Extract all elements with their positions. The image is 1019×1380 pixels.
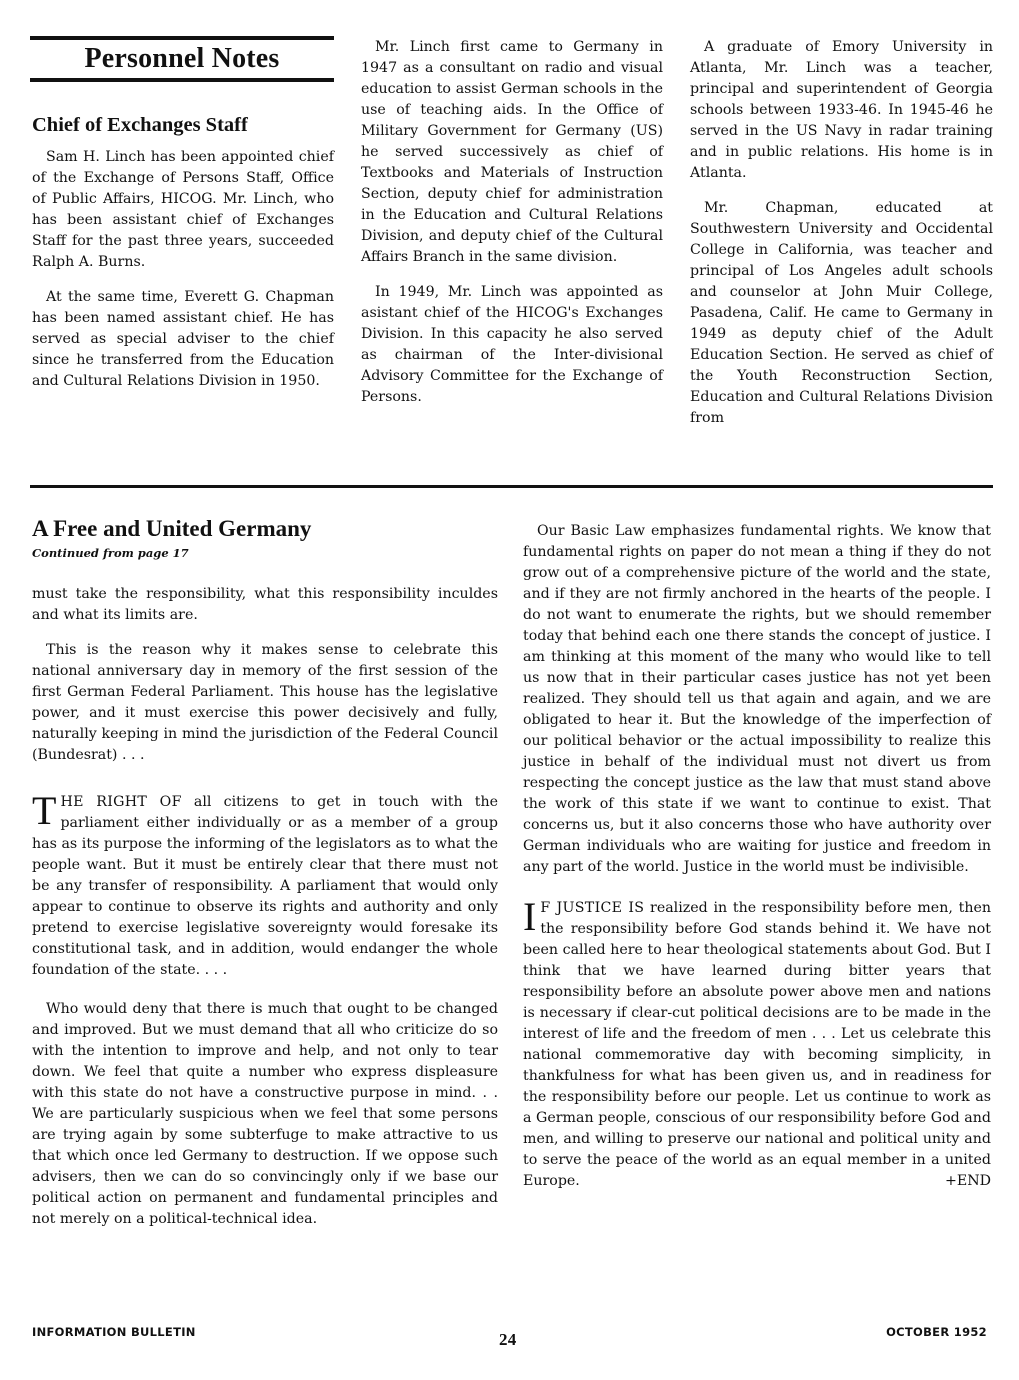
article-paragraph: Our Basic Law emphasizes fundamental rights. We know that fundamental rights on paper do not mean a thing if they do not grow out of a comprehensive picture of the world and the state, and if they are not firmly anchored in the hearts of the people. I do not want to enumerate the rights, but we should remember today that behind each one there stands the concept of justice. I am thinking at this moment of the many who would like to tell us now that in their particular cases justice has not yet been realized. They should tell us that again and again, and we are obligated to hear it. But the knowledge of the imperfection of our political behavior or the actual impossibility to realize this justice in behalf of the individual must not divert us from respecting the concept justice as the law that must stand above the work of this state if we want to continue to exist. That concerns us, but it also concerns those who have authority over German individuals who are waiting for justice and freedom in any part of the world. Justice in the world must be indivisible. (523, 523, 991, 875)
drop-cap-letter: T (32, 788, 57, 833)
lead-in-caps: HE RIGHT OF (60, 794, 182, 810)
article-left-column (32, 584, 498, 1230)
footer-publication: INFORMATION BULLETIN (32, 1325, 196, 1339)
personnel-notes-box (30, 36, 334, 82)
chief-of-exchanges-heading: Chief of Exchanges Staff (32, 114, 248, 136)
personnel-paragraph: In 1949, Mr. Linch was appointed as asistant chief of the HICOG's Exchanges Division. In this capacity he also served as chairman of the Inter-divisional Advisory Committee for the Exchange of Persons. (361, 284, 663, 405)
continued-from-note: Continued from page 17 (32, 546, 189, 560)
drop-cap-letter: I (523, 894, 537, 939)
footer-date: OCTOBER 1952 (886, 1325, 987, 1339)
personnel-paragraph: Mr. Chapman, educated at Southwestern University and Occidental College in California, was teacher and principal of Los Angeles adult schools and counselor at John Muir College, Pasadena, Calif. He came to Germany in 1949 as deputy chief of the Adult Education Section. He served as chief of the Youth Reconstruction Section, Education and Cultural Relations Division from (690, 200, 993, 426)
personnel-column-3 (690, 37, 993, 429)
section-divider (30, 485, 993, 488)
footer-page-number: 24 (499, 1330, 517, 1349)
paragraph-text: realized in the responsibility before men, then the responsibility before God stands behind it. We have not been called here to hear theological statements about God. But I think that we have learned during bitter years that responsibility before an absolute power above men and nations is necessary if clear-cut political decisions are to be made in the interest of life and the freedom of men . . . Let us celebrate this national commemorative day with becoming simplicity, in thankfulness for what has been given us, and in readiness for the responsibility before our people. Let us continue to work as a German people, conscious of our responsibility before God and men, and willing to preserve our national and political unity and to serve the peace of the world as an equal member in a united Europe. (523, 900, 991, 1189)
personnel-notes-title: Personnel Notes (84, 43, 280, 74)
personnel-column-1 (32, 147, 334, 392)
personnel-paragraph: At the same time, Everett G. Chapman has been named assistant chief. He has served as special adviser to the chief since he transferred from the Education and Cultural Relations Division in 1950. (32, 289, 334, 389)
article-paragraph-dropcap (32, 788, 498, 981)
end-mark: +END (944, 1173, 991, 1189)
personnel-paragraph: A graduate of Emory University in Atlanta, Mr. Linch was a teacher, principal and superintendent of Georgia schools between 1933-46. In 1945-46 he served in the US Navy in radar training and in public relations. His home is in Atlanta. (690, 39, 993, 181)
lead-in-caps: F JUSTICE IS (540, 900, 645, 916)
article-paragraph-dropcap (523, 894, 991, 1192)
article-paragraph: must take the responsibility, what this responsibility inculdes and what its limits are. (32, 586, 498, 623)
article-paragraph: This is the reason why it makes sense to celebrate this national anniversary day in memory of the first session of the first German Federal Parliament. This house has the legislative power, and it must exercise this power decisively and fully, naturally keeping in mind the jurisdiction of the Federal Council (Bundesrat) . . . (32, 642, 498, 763)
personnel-column-2 (361, 37, 663, 408)
paragraph-text: all citizens to get in touch with the parliament either individually or as a member of a group has as its purpose the informing of the legislators as to what the people want. But it must be entirely clear that there must not be any transfer of responsibility. A parliament that would only appear to continue to observe its rights and authority and only pretend to exercise legislative sovereignty would foresake its constitutional task, and in addition, would endanger the whole foundation of the state. . . . (32, 794, 498, 978)
article-title: A Free and United Germany (32, 516, 312, 541)
personnel-paragraph: Sam H. Linch has been appointed chief of the Exchange of Persons Staff, Office of Public Affairs, HICOG. Mr. Linch, who has been assistant chief of Exchanges Staff for the past three years, succeeded Ralph A. Burns. (32, 149, 334, 270)
article-right-column (523, 521, 991, 1192)
personnel-paragraph: Mr. Linch first came to Germany in 1947 as a consultant on radio and visual education to assist German schools in the use of teaching aids. In the Office of Military Government for Germany (US) he served successively as chief of Textbooks and Materials of Instruction Section, deputy chief for administration in the Education and Cultural Relations Division, and deputy chief of the Cultural Affairs Branch in the same division. (361, 39, 663, 265)
article-paragraph: Who would deny that there is much that ought to be changed and improved. But we must demand that all who criticize do so with the intention to improve and help, and not only to tear down. We feel that quite a number who express displeasure with this state do not have a constructive purpose in mind. . . We are particularly suspicious when we feel that some persons are trying again by some subterfuge to make attractive to us that which once led Germany to destruction. If we oppose such advisers, then we can do so convincingly only if we base our political action on permanent and fundamental principles and not merely on a political-technical idea. (32, 1001, 498, 1227)
